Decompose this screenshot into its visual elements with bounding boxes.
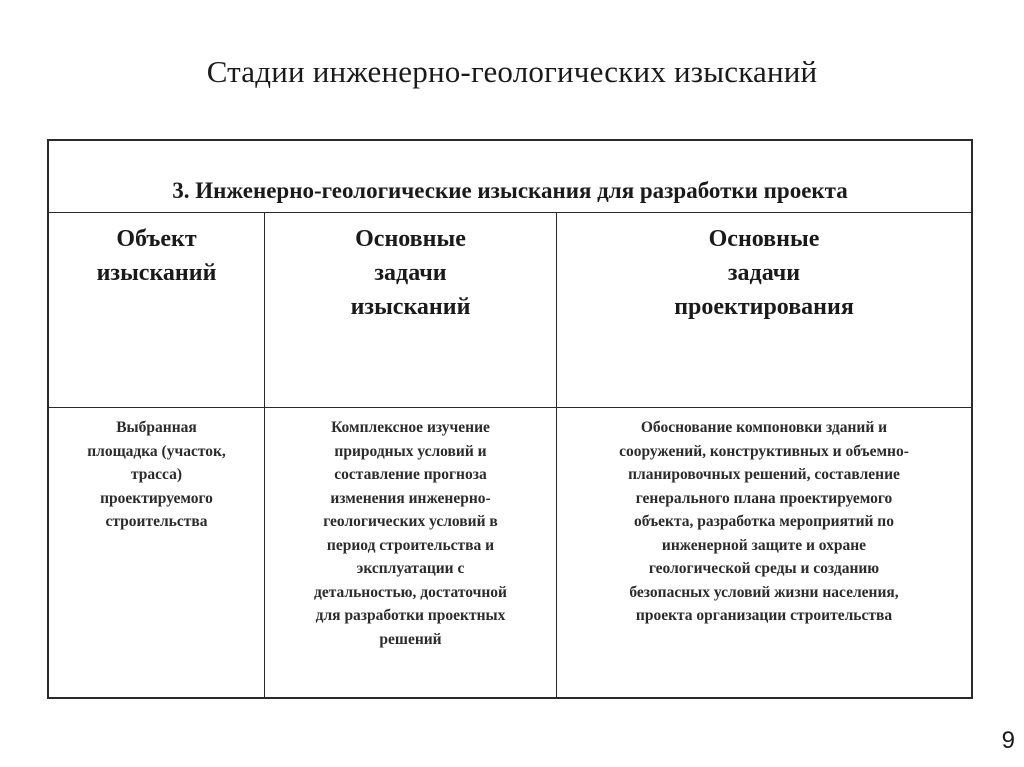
- header-line: задачи: [374, 260, 447, 286]
- body-line: инженерной защите и охране: [661, 536, 867, 554]
- body-line: проектируемого: [100, 489, 213, 507]
- body-line: период строительства и: [326, 536, 495, 554]
- body-line: природных условий и: [334, 442, 487, 460]
- column-survey-tasks: [265, 213, 557, 697]
- body-line: строительства: [105, 513, 208, 530]
- stage-heading: 3. Инженерно-геологические изыскания для разработки проекта: [49, 141, 971, 213]
- column-body: [49, 408, 264, 697]
- column-body: [265, 408, 556, 697]
- body-line: геологической среды и созданию: [648, 560, 880, 577]
- body-line: детальностью, достаточной: [313, 583, 507, 601]
- body-line: проекта организации строительства: [635, 607, 893, 624]
- body-line: решений: [379, 630, 442, 648]
- body-line: Обоснование компоновки зданий и: [640, 419, 888, 436]
- body-line: эксплуатации с: [356, 560, 465, 577]
- survey-stage-table: [47, 139, 973, 699]
- header-line: изысканий: [350, 294, 471, 320]
- header-line: задачи: [727, 260, 801, 286]
- body-line: для разработки проектных: [315, 607, 506, 624]
- header-line: проектирования: [674, 294, 854, 320]
- body-line: генерального плана проектируемого: [635, 489, 893, 507]
- header-line: изысканий: [96, 260, 217, 286]
- body-line: площадка (участок,: [87, 442, 226, 460]
- body-line: Комплексное изучение: [331, 419, 490, 436]
- column-header: [265, 213, 556, 408]
- body-line: Выбранная: [116, 419, 197, 436]
- column-body: [557, 408, 971, 697]
- column-header: [557, 213, 971, 408]
- body-line: безопасных условий жизни населения,: [629, 583, 899, 601]
- body-line: геологических условий в: [323, 513, 498, 530]
- body-line: изменения инженерно-: [330, 489, 491, 507]
- body-line: трасса): [130, 466, 183, 483]
- header-line: Основные: [708, 226, 820, 252]
- body-line: объекта, разработка мероприятий по: [634, 513, 894, 530]
- slide-title: Стадии инженерно-геологических изысканий: [206, 54, 818, 89]
- page-number: 9: [1001, 727, 1015, 754]
- body-line: сооружений, конструктивных и объемно-: [619, 442, 909, 460]
- header-line: Объект: [116, 226, 197, 252]
- column-design-tasks: [557, 213, 971, 697]
- body-line: составление прогноза: [334, 466, 487, 483]
- column-header: [49, 213, 264, 408]
- column-survey-object: [49, 213, 265, 697]
- body-line: планировочных решений, составление: [628, 466, 900, 483]
- header-line: Основные: [355, 226, 466, 252]
